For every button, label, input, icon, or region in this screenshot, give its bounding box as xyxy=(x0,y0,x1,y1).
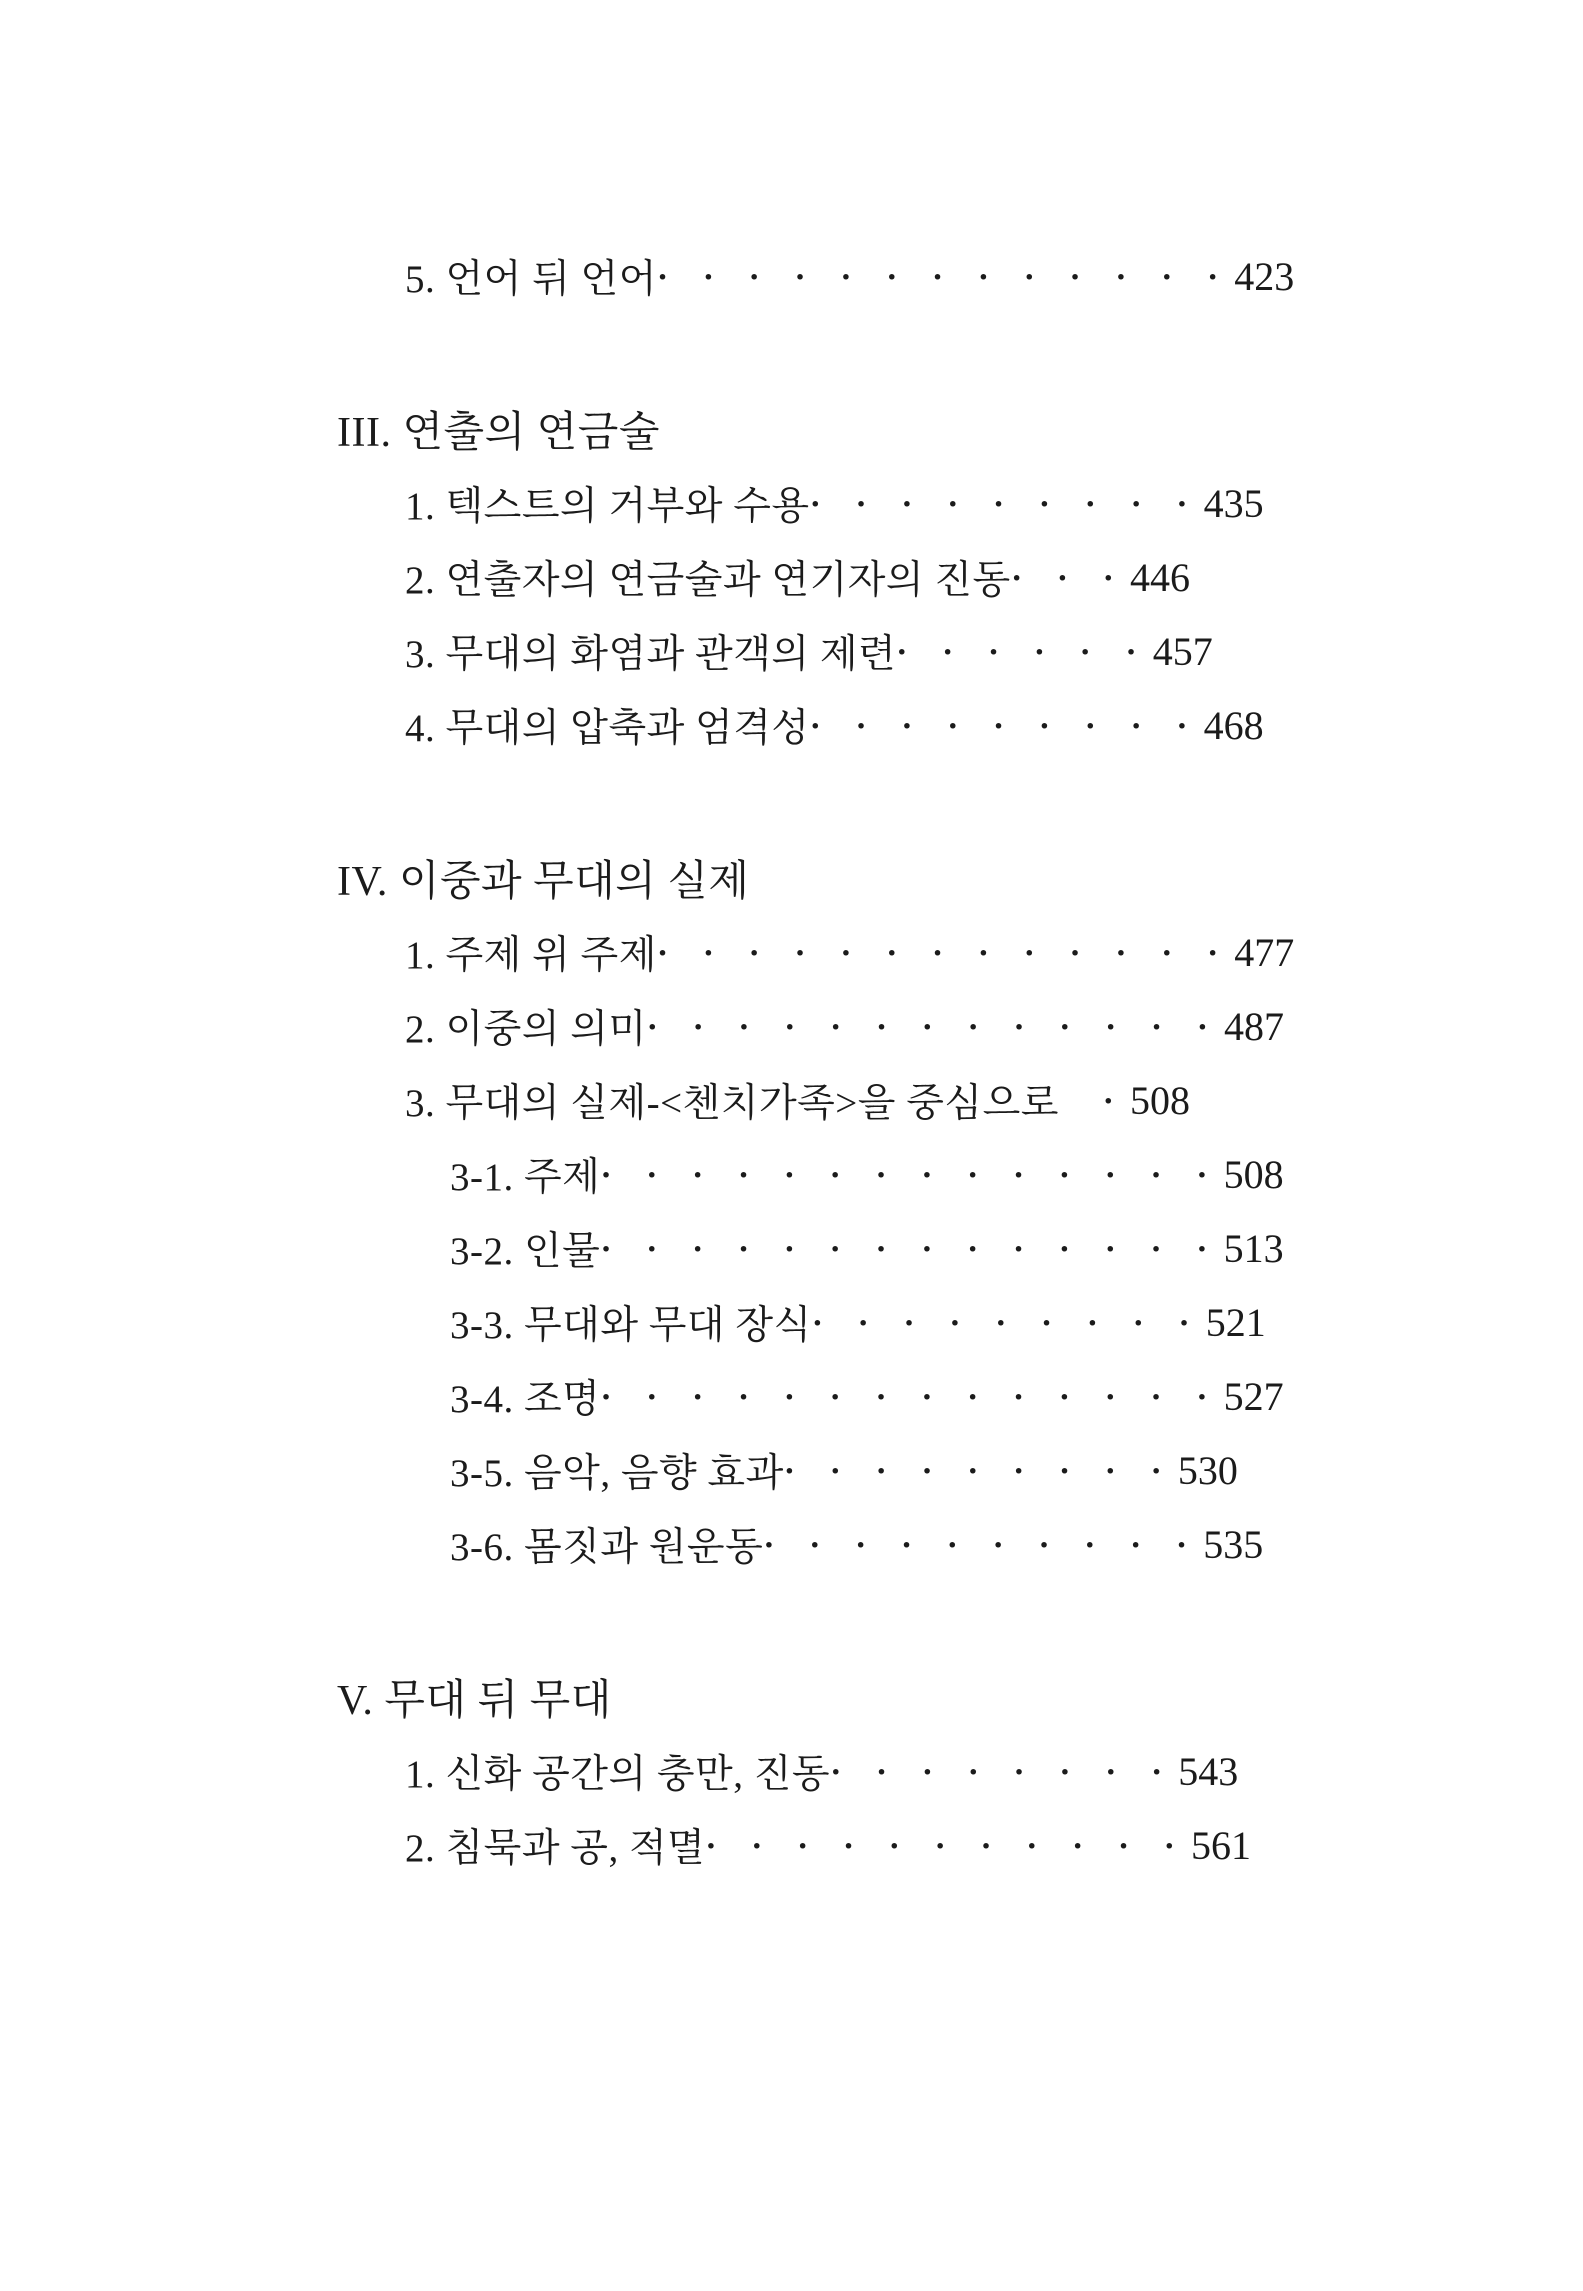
toc-leader-dots: · · · xyxy=(1010,560,1114,597)
toc-leader-dots: · · · · · · · · · xyxy=(809,486,1188,523)
toc-entry xyxy=(337,1507,1264,1581)
toc-entry xyxy=(337,1734,1239,1808)
toc-entry xyxy=(337,1285,1266,1359)
toc-entry xyxy=(337,989,1285,1063)
toc-entry xyxy=(337,915,1295,989)
toc-entry-page-number: 530 xyxy=(1177,1447,1238,1493)
toc-entry xyxy=(337,1211,1284,1285)
toc-entry-title: 1. 신화 공간의 충만, 진동 xyxy=(405,1753,831,1796)
toc-leader-dots: · · · · · · · · · xyxy=(783,1453,1162,1490)
table-of-contents xyxy=(337,239,1295,1882)
toc-entry-page-number: 535 xyxy=(1203,1521,1264,1567)
toc-entry xyxy=(337,1063,1190,1137)
toc-entry-title: 5. 언어 뒤 언어 xyxy=(405,258,657,301)
toc-entry-title: 3. 무대의 화염과 관객의 제련 xyxy=(405,633,897,676)
toc-entry xyxy=(337,540,1190,614)
toc-entry-page-number: 457 xyxy=(1152,628,1213,674)
toc-entry-title: 3-5. 음악, 음향 효과 xyxy=(450,1452,784,1495)
toc-entry xyxy=(337,1359,1284,1433)
toc-entry-title: 3-6. 몸짓과 원운동 xyxy=(450,1526,764,1569)
toc-leader-dots: · · · · · · · · · · xyxy=(763,1527,1188,1564)
toc-entry-page-number: 435 xyxy=(1203,480,1264,526)
toc-entry xyxy=(337,1137,1284,1211)
toc-entry xyxy=(337,1433,1238,1507)
toc-leader-dots: · · · · · · · · · · · · · xyxy=(656,935,1219,972)
toc-entry-page-number: 477 xyxy=(1234,929,1295,975)
toc-leader-dots: · · · · · · · · · · · · · · xyxy=(600,1157,1208,1194)
toc-entry xyxy=(337,466,1264,540)
toc-entry-page-number: 508 xyxy=(1130,1077,1190,1123)
toc-leader-dots: · xyxy=(1102,1083,1114,1120)
toc-leader-dots: · · · · · · · · · xyxy=(811,1305,1190,1342)
toc-leader-dots: · · · · · · · · · xyxy=(809,708,1188,745)
toc-entry-page-number: 508 xyxy=(1223,1151,1284,1197)
toc-entry-title: 1. 텍스트의 거부와 수용 xyxy=(405,485,810,528)
toc-entry-title: 3-4. 조명 xyxy=(450,1378,601,1421)
toc-leader-dots: · · · · · · · · · · · xyxy=(705,1828,1176,1865)
toc-section-heading: IV. 이중과 무대의 실제 xyxy=(337,859,750,905)
toc-entry-title: 2. 연출자의 연금술과 연기자의 진동 xyxy=(405,559,1011,602)
toc-entry-title: 3-1. 주제 xyxy=(450,1156,601,1199)
toc-leader-dots: · · · · · · · · xyxy=(830,1754,1163,1791)
toc-entry-page-number: 527 xyxy=(1223,1373,1284,1419)
toc-entry-page-number: 446 xyxy=(1130,554,1190,600)
toc-entry-title: 4. 무대의 압축과 엄격성 xyxy=(405,707,810,750)
toc-leader-dots: · · · · · · · · · · · · · · xyxy=(600,1231,1208,1268)
toc-entry-title: 3-3. 무대와 무대 장식 xyxy=(450,1304,812,1347)
toc-entry-page-number: 468 xyxy=(1203,702,1264,748)
toc-section-heading: V. 무대 뒤 무대 xyxy=(337,1678,612,1724)
toc-leader-dots: · · · · · · · · · · · · · · xyxy=(600,1379,1208,1416)
toc-entry-page-number: 561 xyxy=(1191,1822,1252,1868)
toc-entry-title: 3. 무대의 실제-<첸치가족>을 중심으로 xyxy=(405,1082,1059,1125)
toc-leader-dots: · · · · · · · · · · · · · xyxy=(656,259,1219,296)
toc-entry xyxy=(337,239,1295,313)
toc-entry xyxy=(337,1808,1252,1882)
toc-leader-dots: · · · · · · · · · · · · · xyxy=(646,1009,1209,1046)
toc-entry-page-number: 543 xyxy=(1178,1748,1239,1794)
toc-entry-page-number: 487 xyxy=(1224,1003,1285,1049)
toc-entry-title: 2. 침묵과 공, 적멸 xyxy=(405,1827,706,1870)
toc-entry xyxy=(337,614,1213,688)
toc-entry-title: 2. 이중의 의미 xyxy=(405,1008,647,1051)
toc-entry-page-number: 513 xyxy=(1223,1225,1284,1271)
toc-entry-page-number: 521 xyxy=(1205,1299,1266,1345)
toc-section-heading: III. 연출의 연금술 xyxy=(337,410,660,456)
toc-entry-title: 1. 주제 위 주제 xyxy=(405,934,657,977)
toc-entry-page-number: 423 xyxy=(1234,253,1295,299)
toc-leader-dots: · · · · · · xyxy=(896,634,1137,671)
toc-entry xyxy=(337,688,1264,762)
toc-entry-title: 3-2. 인물 xyxy=(450,1230,601,1273)
